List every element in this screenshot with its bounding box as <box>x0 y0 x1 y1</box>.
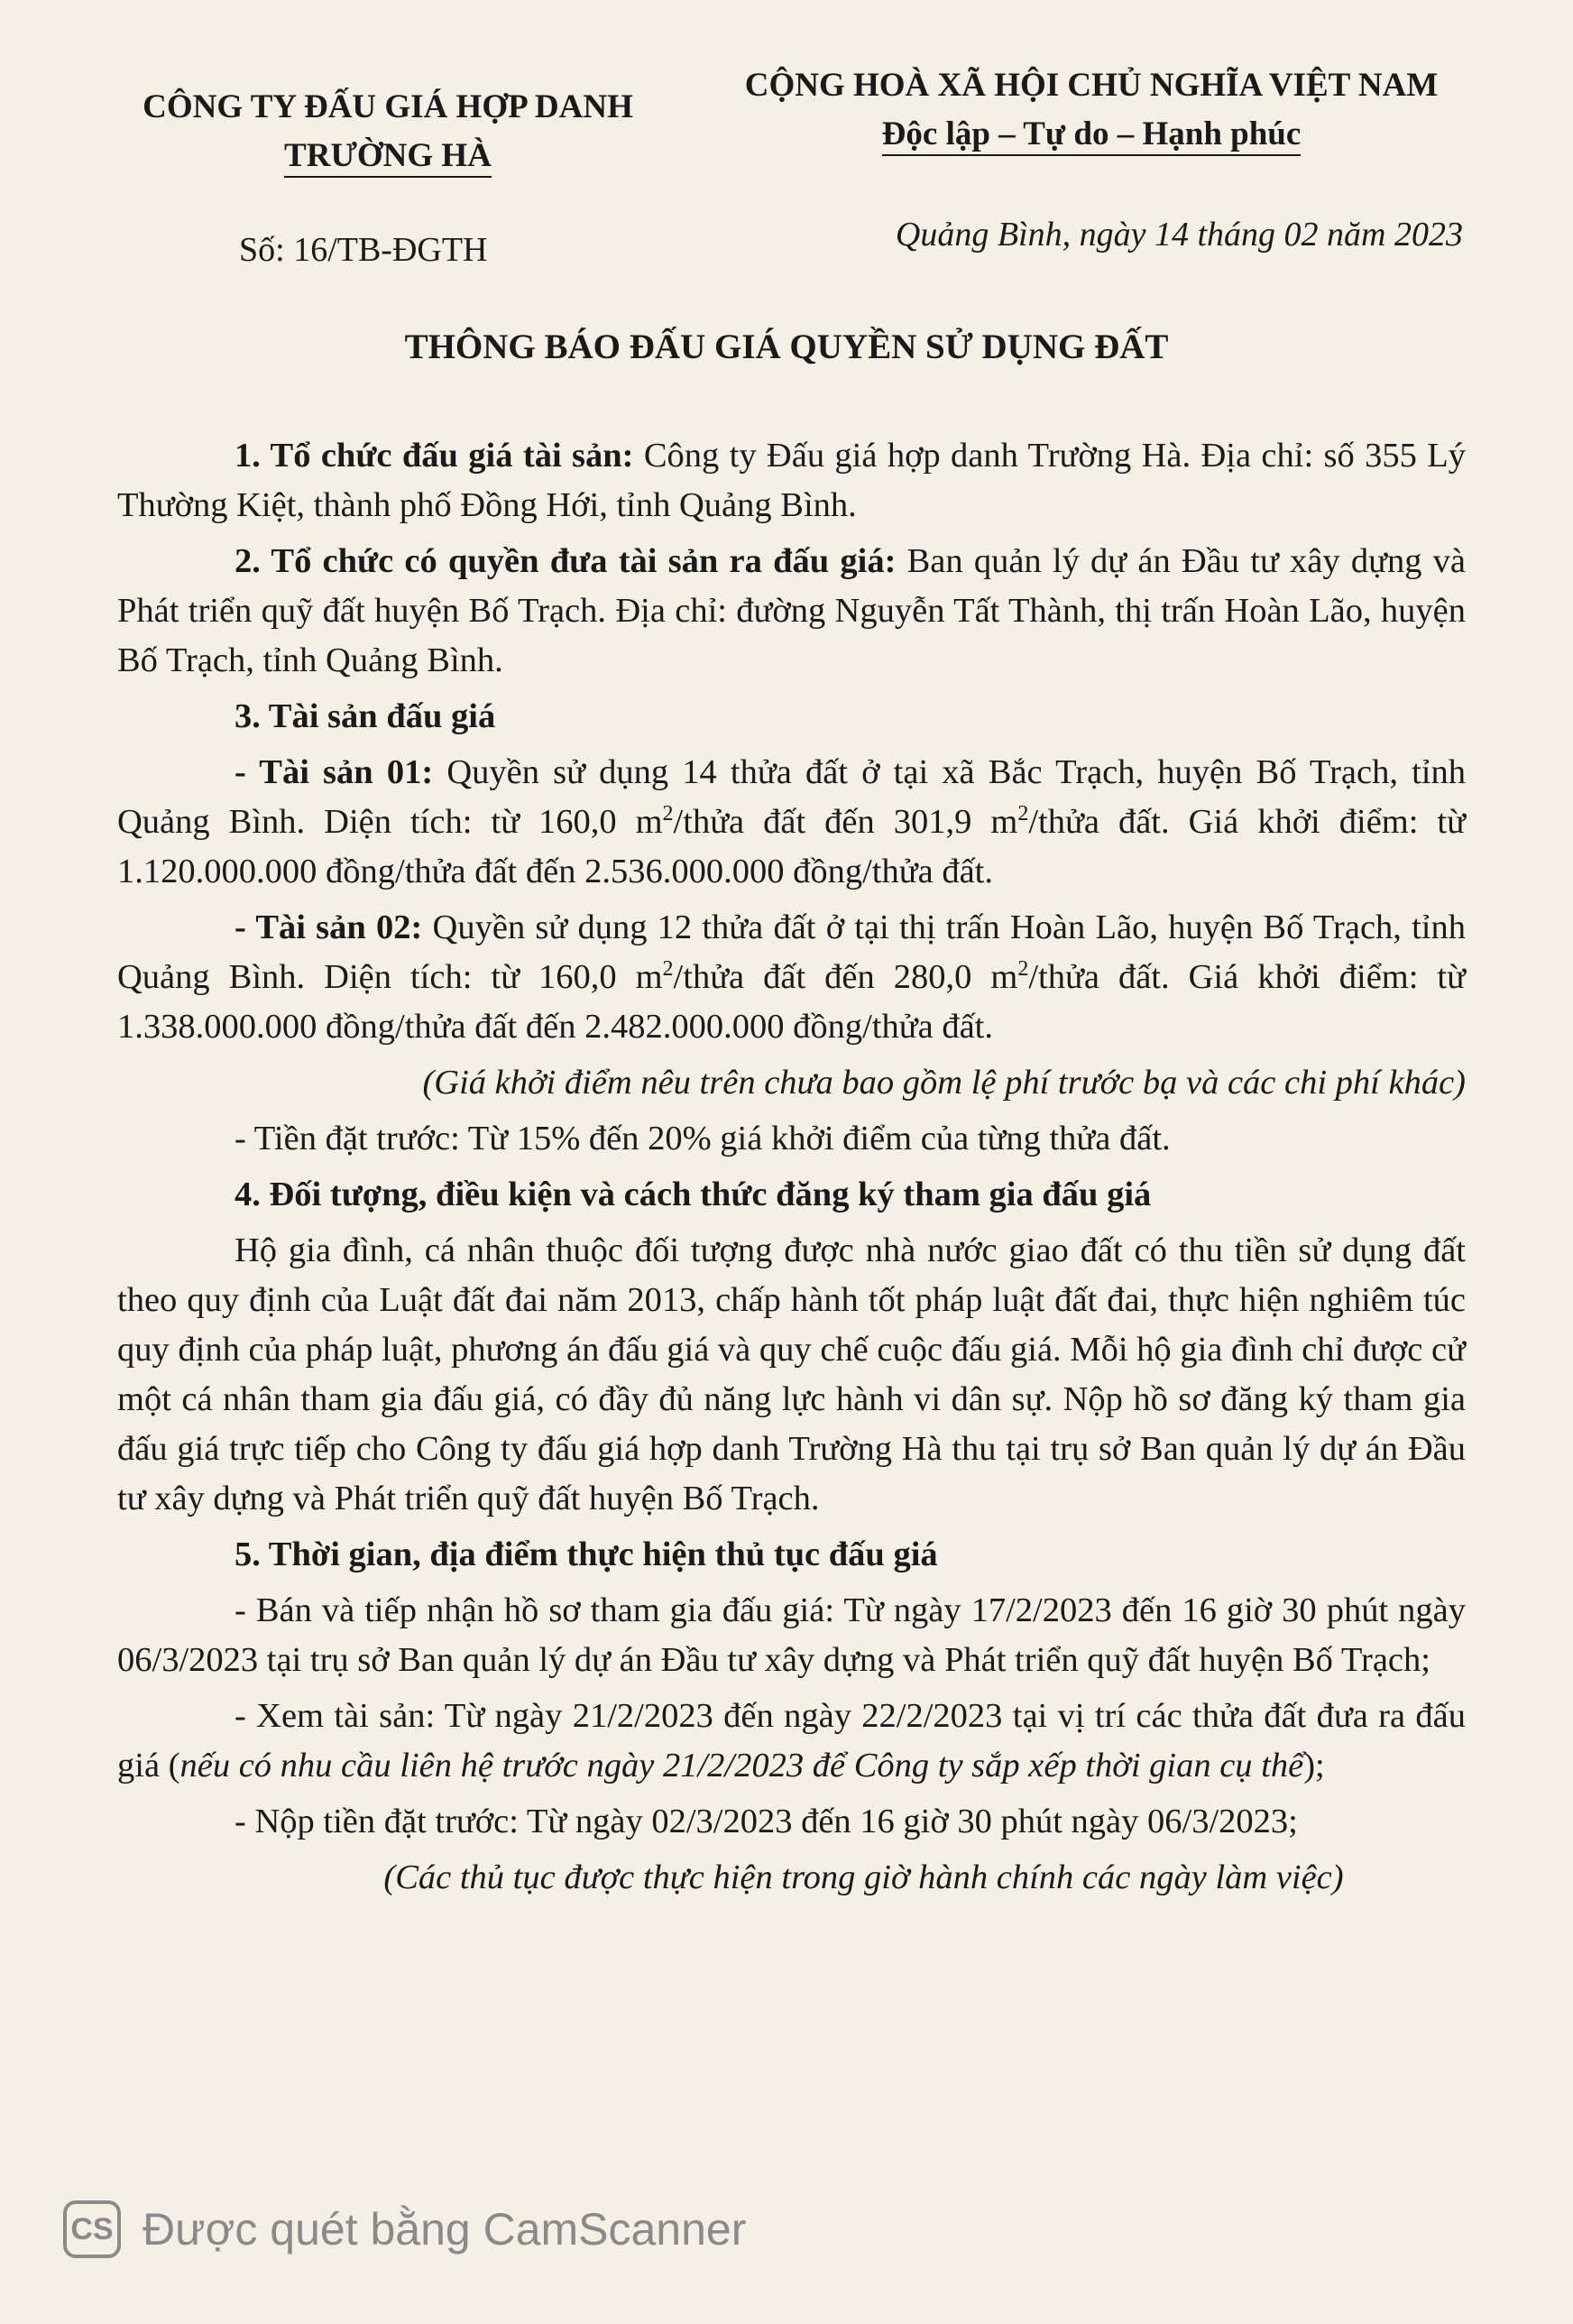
section-1-label: 1. Tổ chức đấu giá tài sản: <box>235 437 634 475</box>
org-name-line1: CÔNG TY ĐẤU GIÁ HỢP DANH <box>143 88 633 125</box>
superscript: 2 <box>1017 957 1029 982</box>
asset-01-label: - Tài sản 01: <box>235 753 434 791</box>
section-4-heading: 4. Đối tượng, điều kiện và cách thức đăng ký tham gia đấu giá <box>235 1176 1152 1213</box>
asset-01-text-1: Quyền sử dụng 14 thửa đất ở tại xã Bắc Trạch, huyện Bố Trạch, tỉnh Quảng Bình. Diện tích: từ 160,0 m <box>117 753 1466 841</box>
asset-02-label: - Tài sản 02: <box>235 908 423 946</box>
date-line: Quảng Bình, ngày 14 tháng 02 năm 2023 <box>895 216 1463 254</box>
section-1-text: Công ty Đấu giá hợp danh Trường Hà. Địa chỉ: số 355 Lý Thường Kiệt, thành phố Đồng Hới, tỉnh Quảng Bình. <box>117 437 1466 524</box>
procedure-item-viewing <box>117 1692 1466 1791</box>
viewing-text-1: - Xem tài sản: Từ ngày 21/2/2023 đến ngày 22/2/2023 tại vị trí các thửa đất đưa ra đấu giá ( <box>117 1697 1466 1784</box>
viewing-text-2: ); <box>1303 1747 1325 1784</box>
camscanner-text: Được quét bằng CamScanner <box>143 2204 747 2255</box>
procedure-item-deposit: - Nộp tiền đặt trước: Từ ngày 02/3/2023 đến 16 giờ 30 phút ngày 06/3/2023; <box>235 1803 1298 1840</box>
asset-01-text-3: /thửa đất. Giá khởi điểm: từ 1.120.000.000 đồng/thửa đất đến 2.536.000.000 đồng/thửa đất. <box>117 803 1466 890</box>
deposit-line: - Tiền đặt trước: Từ 15% đến 20% giá khởi điểm của từng thửa đất. <box>235 1120 1171 1157</box>
document-number: Số: 16/TB-ĐGTH <box>239 231 488 269</box>
camscanner-logo-icon: CS <box>63 2200 121 2258</box>
document-title: THÔNG BÁO ĐẤU GIÁ QUYỀN SỬ DỤNG ĐẤT <box>404 327 1169 366</box>
state-motto: Độc lập – Tự do – Hạnh phúc <box>882 115 1302 156</box>
procedure-item-sales: - Bán và tiếp nhận hồ sơ tham gia đấu giá: Từ ngày 17/2/2023 đến 16 giờ 30 phút ngày 06/3/2023 tại trụ sở Ban quản lý dự án Đầu tư xây dựng và Phát triển quỹ đất huyện Bố Trạch; <box>117 1591 1466 1679</box>
section-5-heading: 5. Thời gian, địa điểm thực hiện thủ tục đấu giá <box>235 1536 938 1573</box>
section-4-text: Hộ gia đình, cá nhân thuộc đối tượng được nhà nước giao đất có thu tiền sử dụng đất theo quy định của Luật đất đai năm 2013, chấp hành tốt pháp luật đất đai, thực hiện nghiêm túc quy định của pháp luật, phương án đấu giá và quy chế cuộc đấu giá. Mỗi hộ gia đình chỉ được cử một cá nhân tham gia đấu giá, có đầy đủ năng lực hành vi dân sự. Nộp hồ sơ đăng ký tham gia đấu giá trực tiếp cho Công ty đấu giá hợp danh Trường Hà thu tại trụ sở Ban quản lý dự án Đầu tư xây dựng và Phát triển quỹ đất huyện Bố Trạch. <box>117 1231 1466 1517</box>
section-1 <box>117 431 1466 530</box>
asset-02-text-3: /thửa đất. Giá khởi điểm: từ 1.338.000.000 đồng/thửa đất đến 2.482.000.000 đồng/thửa đất. <box>117 958 1466 1046</box>
asset-02-text-1: Quyền sử dụng 12 thửa đất ở tại thị trấn Hoàn Lão, huyện Bố Trạch, tỉnh Quảng Bình. Diện tích: từ 160,0 m <box>117 908 1467 996</box>
section-2 <box>117 537 1466 686</box>
camscanner-watermark <box>63 2198 746 2261</box>
viewing-text-italic: nếu có nhu cầu liên hệ trước ngày 21/2/2023 để Công ty sắp xếp thời gian cụ thể <box>179 1747 1304 1784</box>
superscript: 2 <box>662 802 674 826</box>
document-body <box>117 431 1466 1909</box>
superscript: 2 <box>1017 802 1029 826</box>
asset-02 <box>117 903 1466 1052</box>
working-hours-note: (Các thủ tục được thực hiện trong giờ hành chính các ngày làm việc) <box>383 1858 1344 1896</box>
organization-header <box>99 83 676 180</box>
section-3-heading: 3. Tài sản đấu giá <box>235 697 496 735</box>
section-2-label: 2. Tổ chức có quyền đưa tài sản ra đấu giá: <box>235 542 897 580</box>
superscript: 2 <box>662 957 674 982</box>
price-note: (Giá khởi điểm nêu trên chưa bao gồm lệ phí trước bạ và các chi phí khác) <box>422 1064 1466 1102</box>
asset-01-text-2: /thửa đất đến 301,9 m <box>673 803 1018 841</box>
section-2-text: Ban quản lý dự án Đầu tư xây dựng và Phát triển quỹ đất huyện Bố Trạch. Địa chỉ: đường Nguyễn Tất Thành, thị trấn Hoàn Lão, huyện Bố Trạch, tỉnh Quảng Bình. <box>117 542 1466 679</box>
org-name-line2: TRƯỜNG HÀ <box>284 136 492 178</box>
asset-01 <box>117 748 1466 897</box>
state-name: CỘNG HOÀ XÃ HỘI CHỦ NGHĨA VIỆT NAM <box>744 67 1439 104</box>
state-header <box>704 61 1479 159</box>
asset-02-text-2: /thửa đất đến 280,0 m <box>673 958 1018 996</box>
